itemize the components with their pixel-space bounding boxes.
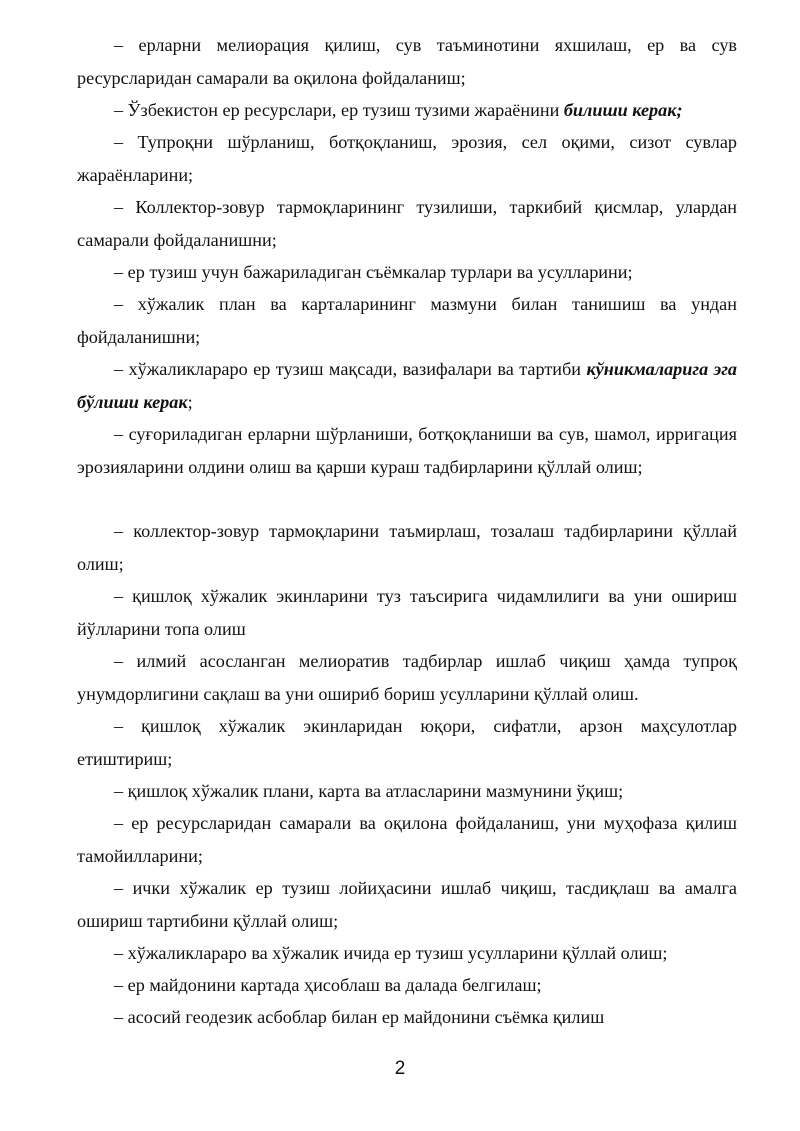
list-item: – хўжаликлараро ва хўжалик ичида ер тузиш усулларини қўллай олиш;: [114, 943, 668, 963]
list-item: – хўжаликлараро ер тузиш мақсади, вазифалари ва тартиби кўникмаларига эга бўлиши керак;: [77, 359, 737, 412]
list-item: – ички хўжалик ер тузиш лойиҳасини ишлаб чиқиш, тасдиқлаш ва амалга ошириш тартибини қўллай олиш;: [77, 878, 737, 931]
list-item: – илмий асосланган мелиоратив тадбирлар ишлаб чиқиш ҳамда тупроқ унумдорлигини сақлаш ва уни ошириб бориш усулларини қўллай олиш.: [77, 651, 737, 704]
list-item: – Коллектор-зовур тармоқларининг тузилиши, таркибий қисмлар, улардан самарали фойдаланишни;: [77, 197, 737, 250]
list-item: – асосий геодезик асбоблар билан ер майдонини съёмка қилиш: [114, 1007, 605, 1027]
list-item: – Ўзбекистон ер ресурслари, ер тузиш тузими жараёнини билиши керак;: [114, 100, 683, 120]
page-number: 2: [394, 1058, 406, 1079]
list-item: – суғориладиган ерларни шўрланиши, ботқоқланиши ва сув, шамол, ирригация эрозияларини олдини олиш ва қарши кураш тадбирларини қўллай олиш;: [77, 424, 737, 477]
list-item: – ер майдонини картада ҳисоблаш ва далада белгилаш;: [114, 975, 542, 995]
list-item: – коллектор-зовур тармоқларини таъмирлаш, тозалаш тадбирларини қўллай олиш;: [77, 521, 737, 574]
list-item: – хўжалик план ва карталарининг мазмуни билан танишиш ва ундан фойдаланишни;: [77, 294, 737, 347]
list-item: – ер тузиш учун бажариладиган съёмкалар турлари ва усулларини;: [114, 262, 633, 282]
list-item: – қишлоқ хўжалик экинларини туз таъсирига чидамлилиги ва уни ошириш йўлларини топа олиш: [77, 586, 737, 639]
list-item: – ерларни мелиорация қилиш, сув таъминотини яхшилаш, ер ва сув ресурсларидан самарали ва оқилона фойдаланиш;: [77, 35, 737, 88]
list-item: – ер ресурсларидан самарали ва оқилона фойдаланиш, уни муҳофаза қилиш тамойилларини;: [77, 813, 737, 866]
list-item: – Тупроқни шўрланиш, ботқоқланиш, эрозия, сел оқими, сизот сувлар жараёнларини;: [77, 132, 737, 185]
list-item: – қишлоқ хўжалик экинларидан юқори, сифатли, арзон маҳсулотлар етиштириш;: [77, 716, 737, 769]
list-item: – қишлоқ хўжалик плани, карта ва атласларини мазмунини ўқиш;: [114, 781, 624, 801]
